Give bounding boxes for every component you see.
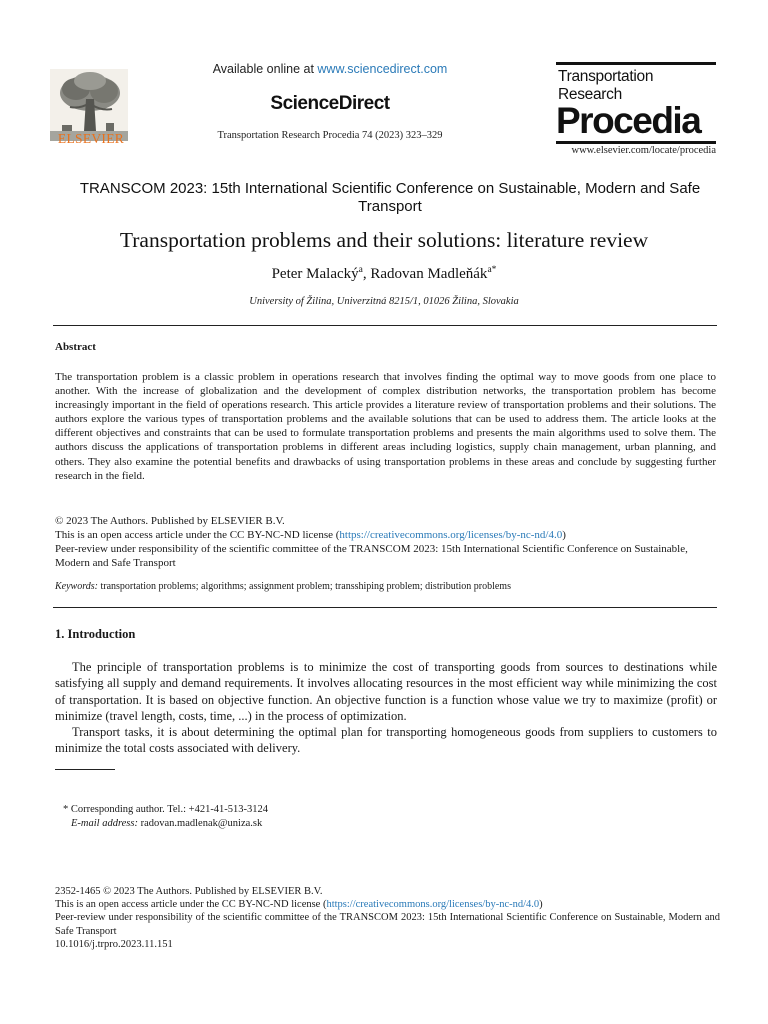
divider [53,325,717,326]
journal-logo-rule-top [556,62,716,65]
issn-line: 2352-1465 © 2023 The Authors. Published by ELSEVIER B.V. [55,886,323,897]
license-prefix: This is an open access article under the CC BY-NC-ND license ( [55,899,327,911]
license-suffix: ) [562,529,566,542]
paragraph: The principle of transportation problems is to minimize the cost of transporting goods from sources to destinations while satisfying all supply and demand requirements. It involves allocating resources in the most efficient way while minimizing the cost of transportation. It is based on objective function. An objective function is a function whose value we try to maximize (profit) or minimize (travel length, costs, time, ...) in the process of optimization. [55,660,717,723]
footer-peer-review: Peer-review under responsibility of the scientific committee of the TRANSCOM 2023: 15th International Scientific Conference on Sustainable, Modern and Safe Transport [55,912,720,937]
journal-citation: Transportation Research Procedia 74 (2023) 323–329 [217,130,443,141]
journal-logo-line3: Procedia [556,100,701,141]
abstract-heading: Abstract [55,341,96,353]
sciencedirect-link[interactable]: www.sciencedirect.com [317,62,448,76]
conference-title: TRANSCOM 2023: 15th International Scientific Conference on Sustainable, Modern and Safe Transport [79,180,701,215]
doi[interactable]: 10.1016/j.trpro.2023.11.151 [55,938,173,950]
copyright-line: © 2023 The Authors. Published by ELSEVIER B.V. [55,515,285,527]
author-affiliation-mark: a* [487,265,497,275]
page-footer [55,885,720,951]
journal-logo-line1: Transportation [558,68,654,85]
copyright-block [55,514,725,570]
author-affiliation-mark: a [358,265,363,275]
paragraph: Transport tasks, it is about determining the optimal plan for transporting homogeneous goods from suppliers to customers to minimize the total costs associated with delivery. [55,725,717,756]
paper-title: Transportation problems and their solutions: literature review [119,228,649,252]
email-line [63,817,268,831]
license-prefix: This is an open access article under the CC BY-NC-ND license ( [55,529,340,542]
keywords-line [55,581,716,592]
email-label: E-mail address: [71,818,138,829]
peer-review-line: Peer-review under responsibility of the scientific committee of the TRANSCOM 2023: 15th International Scientific Conference on Sustainable, Modern and Safe Transport [55,543,688,570]
available-prefix: Available online at [212,62,318,76]
corresponding-author: * Corresponding author. Tel.: +421-41-513-3124 [63,804,269,815]
journal-logo-rule-bottom [556,141,716,144]
footnote-divider [55,769,115,770]
email-address: radovan.madlenak@uniza.sk [137,818,263,829]
footnote [63,803,268,831]
available-online-line [180,62,480,76]
license-link[interactable]: https://creativecommons.org/licenses/by-nc-nd/4.0 [339,529,563,542]
license-line [55,528,725,542]
license-suffix: ) [539,899,543,911]
sciencedirect-wordmark: ScienceDirect [270,93,390,114]
journal-logo-line2: Research [558,86,622,103]
author-name: Radovan Madleňák [370,266,488,282]
journal-url-link[interactable]: www.elsevier.com/locate/procedia [571,145,716,156]
footer-license-link[interactable]: https://creativecommons.org/licenses/by-nc-nd/4.0 [326,899,540,911]
footer-license-line [55,898,720,911]
keywords-label: Keywords: [55,581,98,592]
keywords-text: transportation problems; algorithms; assignment problem; transshiping problem; distribution problems [97,581,511,592]
author-separator: , [362,266,371,282]
author-name: Peter Malacký [271,266,359,282]
abstract-text: The transportation problem is a classic problem in operations research that involves finding the optimal way to move goods from one place to another. With the increase of globalization and the development of complex distribution networks, the transportation problem has become increasingly important in the field of operations research. This article provides a literature review of transportation problems and their solutions. The authors explore the various types of transportation problems and the available solutions that can be used to address them. The article looks at the different objectives and constraints that can be used to formulate transportation problems and presents the main algorithms used to solve them. The authors discuss the applications of transportation problems in different areas including logistics, supply chain management, urban planning, and others. They also examine the potential benefits and drawbacks of using transportation problems in these areas and conclude by suggesting further research in the field. [55,371,716,482]
author-list [30,265,738,283]
divider [53,607,717,608]
affiliation: University of Žilina, Univerzitná 8215/1, 01026 Žilina, Slovakia [249,296,519,307]
elsevier-wordmark: ELSEVIER [57,131,125,146]
introduction-body [55,659,717,757]
section-heading: 1. Introduction [55,627,136,641]
